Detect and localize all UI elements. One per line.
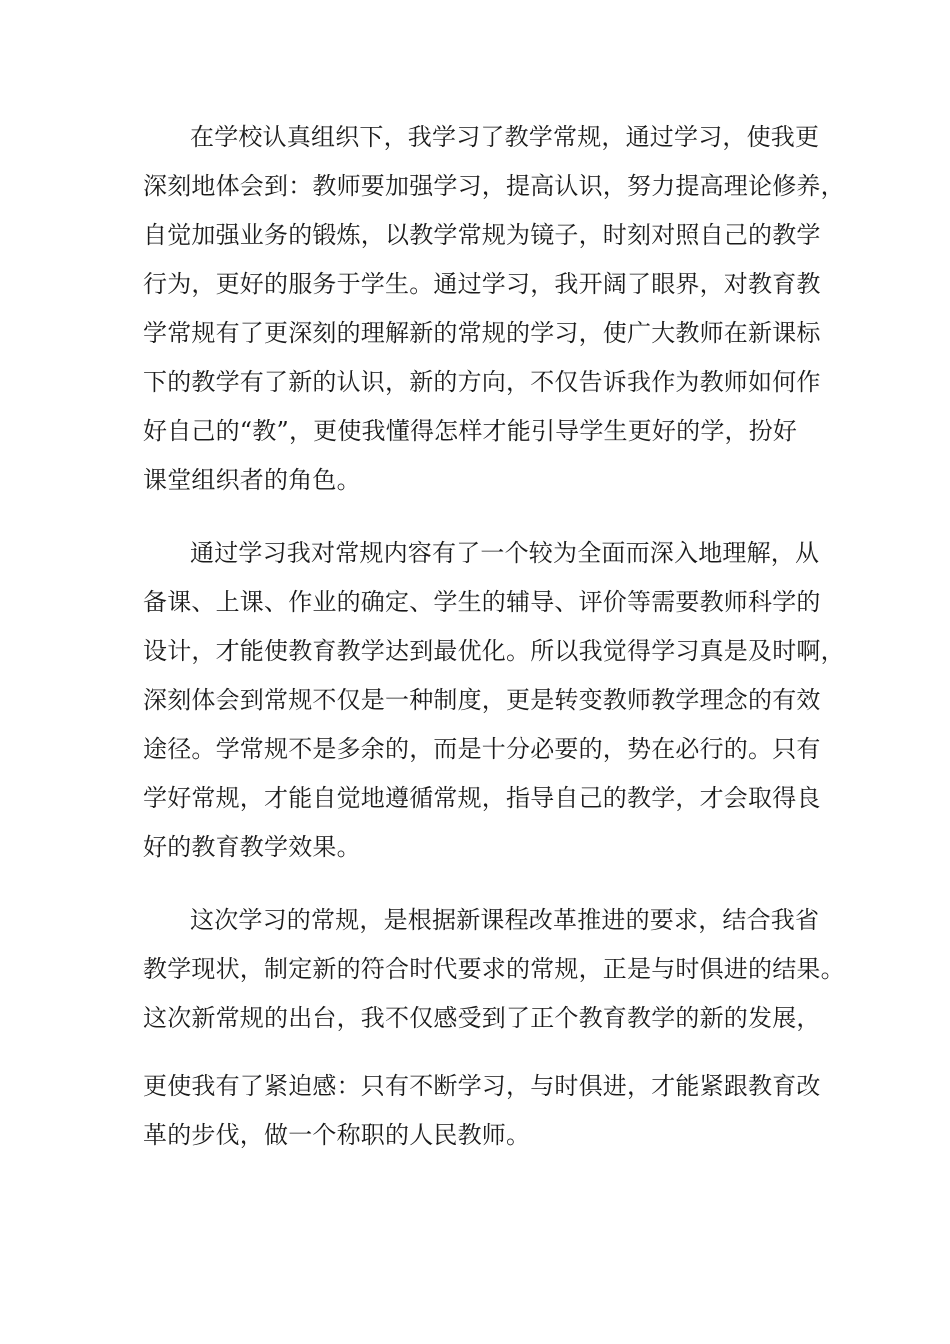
paragraph-4-line-2: 革的步伐，做一个称职的人民教师。 xyxy=(143,1121,531,1149)
paragraph-2-line-6: 学好常规，才能自觉地遵循常规，指导自己的教学，才会取得良 xyxy=(143,784,821,812)
paragraph-2-line-4: 深刻体会到常规不仅是一种制度，更是转变教师教学理念的有效 xyxy=(143,686,821,714)
paragraph-1-line-6: 下的教学有了新的认识，新的方向，不仅告诉我作为教师如何作 xyxy=(143,368,821,396)
paragraph-3-line-1: 这次学习的常规，是根据新课程改革推进的要求，结合我省 xyxy=(190,906,820,934)
paragraph-2-line-3: 设计，才能使教育教学达到最优化。所以我觉得学习真是及时啊， xyxy=(143,637,845,665)
paragraph-4-line-1: 更使我有了紧迫感：只有不断学习，与时俱进，才能紧跟教育改 xyxy=(143,1072,821,1100)
paragraph-3-line-3: 这次新常规的出台，我不仅感受到了正个教育教学的新的发展， xyxy=(143,1004,821,1032)
paragraph-1-line-3: 自觉加强业务的锻炼，以教学常规为镜子，时刻对照自己的教学 xyxy=(143,221,821,249)
paragraph-2-line-1: 通过学习我对常规内容有了一个较为全面而深入地理解，从 xyxy=(190,539,820,567)
paragraph-3-line-2: 教学现状，制定新的符合时代要求的常规，正是与时俱进的结果。 xyxy=(143,955,845,983)
paragraph-1-line-5: 学常规有了更深刻的理解新的常规的学习，使广大教师在新课标 xyxy=(143,319,821,347)
paragraph-1-line-4: 行为，更好的服务于学生。通过学习，我开阔了眼界，对教育教 xyxy=(143,270,821,298)
paragraph-1-line-2: 深刻地体会到：教师要加强学习，提高认识，努力提高理论修养， xyxy=(143,172,845,200)
paragraph-1-line-8: 课堂组织者的角色。 xyxy=(143,466,361,494)
paragraph-1-line-1: 在学校认真组织下，我学习了教学常规，通过学习，使我更 xyxy=(190,123,820,151)
paragraph-1-line-7: 好自己的“教”，更使我懂得怎样才能引导学生更好的学，扮好 xyxy=(143,417,798,445)
paragraph-2-line-7: 好的教育教学效果。 xyxy=(143,833,361,861)
paragraph-2-line-5: 途径。学常规不是多余的，而是十分必要的，势在必行的。只有 xyxy=(143,735,821,763)
paragraph-2-line-2: 备课、上课、作业的确定、学生的辅导、评价等需要教师科学的 xyxy=(143,588,821,616)
